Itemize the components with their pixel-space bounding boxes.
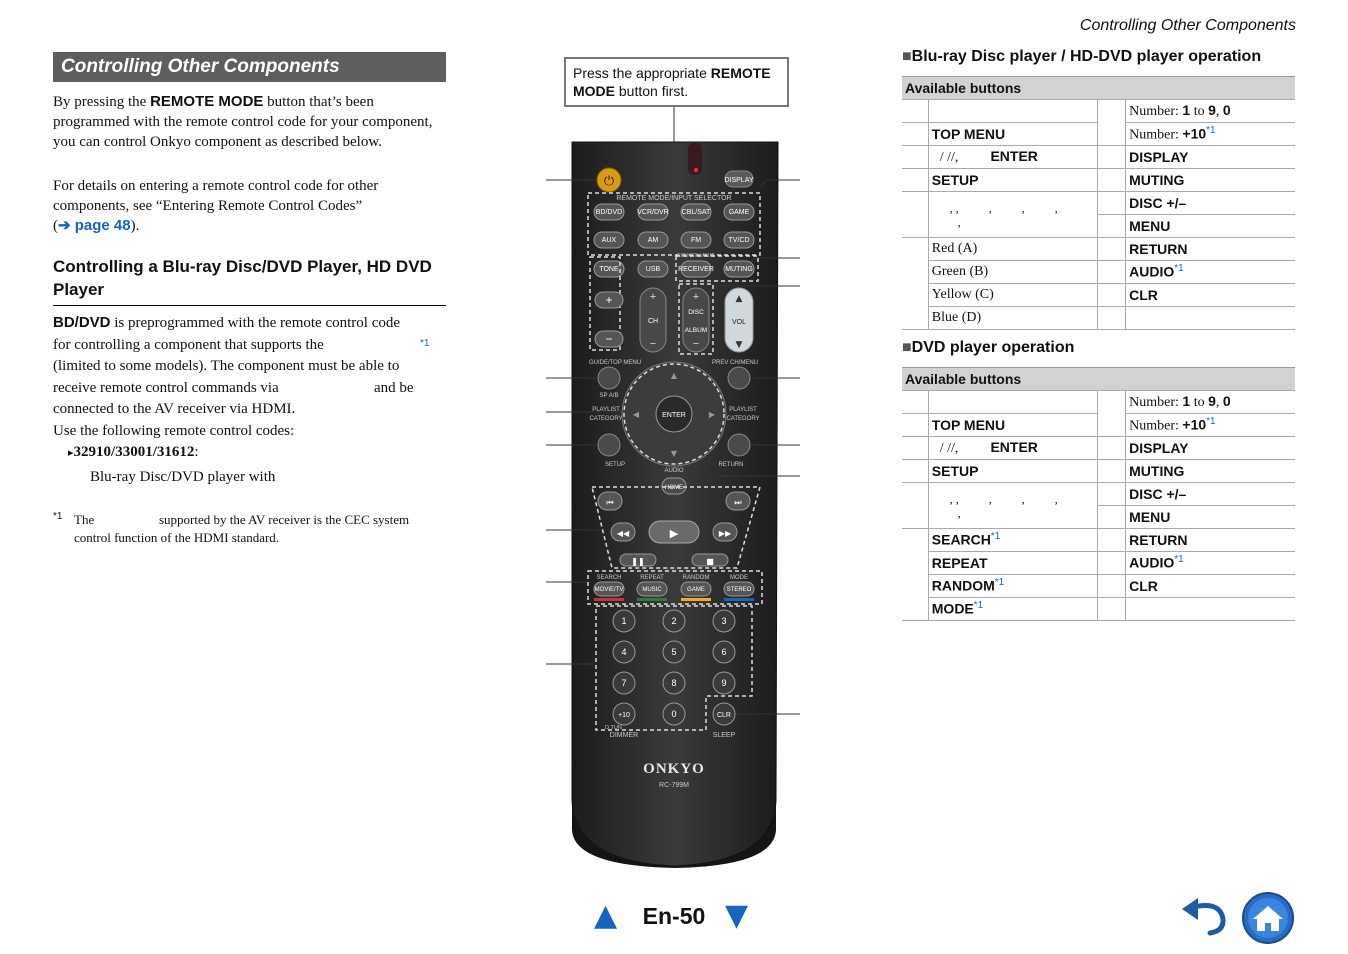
table-cell	[902, 483, 928, 529]
table2-title	[902, 339, 1074, 357]
remote-mode-label: REMOTE MODE/INPUT SELECTOR	[616, 195, 732, 202]
transport-symbols: , , , , ,	[949, 200, 1058, 215]
intro-paragraph-1	[53, 92, 448, 152]
nav-left-icon: ◀	[632, 410, 640, 419]
power-icon: ⏻	[603, 174, 615, 189]
vol-down-icon: ▼	[735, 340, 743, 350]
table-cell	[928, 391, 1098, 414]
intro-text: For details on entering a remote control code for other components, see “Entering Remote Control Codes”	[53, 178, 379, 214]
nav-down-icon: ▼	[670, 449, 678, 458]
table-cell	[1098, 169, 1126, 192]
table-cell	[928, 437, 1098, 460]
table-cell	[1098, 238, 1126, 261]
vol-up-icon: ▲	[735, 294, 743, 304]
pause-icon: ❚❚	[631, 557, 645, 566]
table-cell	[1098, 215, 1126, 238]
callout-box	[564, 57, 789, 107]
top-menu-cell: TOP MENU	[928, 414, 1098, 437]
footnote-ref[interactable]: *1	[1174, 262, 1184, 274]
receiver-label: RECEIVER	[678, 266, 714, 273]
page-48-link[interactable]: ➔ page 48	[58, 217, 131, 234]
tone-plus-label: +	[605, 293, 613, 307]
footnote-ref[interactable]: *1	[1206, 124, 1216, 136]
arrow-bullet-icon: ▸	[68, 447, 74, 459]
enter-text: ENTER	[990, 148, 1038, 164]
table-cell	[1098, 437, 1126, 460]
key-8-label: 8	[671, 678, 677, 688]
plus-10: +10	[1182, 416, 1207, 433]
callout-bold: REMOTE	[710, 65, 771, 81]
table-cell	[1126, 100, 1295, 123]
key-5-label: 5	[671, 647, 677, 657]
prev-ch-menu-label: PREV CH/MENU	[711, 360, 759, 366]
page-number: En-50	[642, 903, 706, 929]
audio-text: AUDIO	[1129, 554, 1175, 571]
dimmer-label: DIMMER	[609, 732, 639, 739]
codes-colon: :	[194, 444, 199, 460]
footnote-text: control function of the HDMI standard.	[74, 530, 280, 545]
number-text: ,	[1215, 104, 1223, 119]
game-mode-label: GAME	[687, 587, 705, 593]
model-label: RC-799M	[659, 782, 689, 789]
key-1-label: 1	[621, 616, 627, 626]
body-line: receive remote control commands via	[53, 379, 279, 396]
repeat-label: REPEAT	[640, 575, 664, 581]
top-menu-cell: TOP MENU	[928, 123, 1098, 146]
setup-label: SETUP	[604, 462, 626, 468]
enter-label: ENTER	[662, 412, 686, 419]
table2-header: Available buttons	[902, 368, 1295, 391]
paren-close: ).	[130, 218, 140, 234]
square-bullet-icon: ■	[902, 48, 912, 65]
table-cell	[1126, 414, 1295, 437]
key-7-label: 7	[621, 678, 627, 688]
guide-top-menu-button	[598, 367, 620, 389]
display-cell: DISPLAY	[1126, 437, 1295, 460]
mode-label: MODE	[730, 575, 748, 581]
clr-cell: CLR	[1126, 284, 1295, 307]
footnote-ref[interactable]: *1	[994, 576, 1005, 588]
aux-label: AUX	[601, 237, 617, 244]
muting-label: MUTING	[725, 266, 753, 273]
transport-symbols-cell	[928, 192, 1098, 238]
table-cell	[1098, 192, 1126, 215]
yellow-button	[681, 598, 711, 601]
bd-dvd-label: BD/DVD	[595, 209, 623, 216]
usb-label: USB	[645, 266, 661, 273]
blue-cell: Blue (D)	[928, 307, 1098, 330]
callout-text: Press the appropriate	[573, 65, 711, 81]
number-text: to	[1190, 104, 1209, 119]
tone-minus-label: −	[605, 332, 613, 346]
table-cell	[1098, 146, 1126, 169]
table-cell	[1126, 598, 1295, 621]
key-0-label: 0	[671, 709, 677, 719]
table-cell	[902, 100, 928, 123]
search-label: SEARCH	[596, 575, 622, 581]
number-0: 0	[1222, 102, 1231, 118]
random-cell	[928, 575, 1098, 598]
table-cell	[902, 391, 928, 414]
clr-label: CLR	[716, 712, 732, 719]
key-plus-10-label: +10	[618, 712, 630, 719]
table-cell	[902, 123, 928, 146]
fm-label: FM	[690, 237, 702, 244]
ch-label: CH	[647, 318, 659, 325]
ch-plus-label: +	[649, 291, 657, 303]
random-label: RANDOM	[682, 575, 710, 581]
album-label: ALBUM	[684, 327, 708, 334]
key-4-label: 4	[621, 647, 627, 657]
dtun-label: D.TUN	[605, 725, 622, 731]
setup-cell: SETUP	[928, 460, 1098, 483]
number-text: to	[1190, 395, 1209, 410]
brand-logo: ONKYO	[643, 761, 705, 777]
return-cell: RETURN	[1126, 529, 1295, 552]
footnote-ref[interactable]: *1	[1206, 415, 1216, 427]
enter-text: ENTER	[990, 439, 1038, 455]
body-line: is preprogrammed with the remote control code	[110, 315, 401, 331]
intro-text: By pressing the	[53, 94, 151, 110]
body-line: and be	[374, 379, 414, 396]
table-cell	[1098, 598, 1126, 621]
return-label: RETURN	[718, 462, 744, 468]
table-cell	[1098, 483, 1126, 506]
footnote-text: The	[74, 512, 95, 527]
table-cell	[1126, 391, 1295, 414]
table-cell	[1098, 391, 1126, 437]
menu-cell: MENU	[1126, 215, 1295, 238]
disc-cell: DISC +/–	[1126, 192, 1295, 215]
vol-label: VOL	[731, 319, 747, 326]
disc-minus-label: −	[692, 338, 700, 350]
section-title: Controlling Other Components	[53, 52, 446, 82]
green-button	[637, 598, 667, 601]
playlist-right-label: PLAYLIST	[729, 407, 757, 413]
audio-cell	[1126, 552, 1295, 575]
remote-control-illustration	[540, 100, 810, 870]
am-label: AM	[647, 237, 659, 244]
table-cell	[1126, 307, 1295, 330]
guide-top-menu-label: GUIDE/TOP MENU	[588, 360, 642, 366]
body-line: connected to the AV receiver via HDMI.	[53, 401, 296, 417]
category-left-label: CATEGORY	[589, 416, 623, 422]
table-cell	[902, 460, 928, 483]
key-2-label: 2	[671, 616, 677, 626]
table-cell	[902, 169, 928, 192]
key-9-label: 9	[721, 678, 727, 688]
next-page-arrow[interactable]: ▼	[725, 898, 749, 933]
number-text: Number:	[1129, 395, 1183, 410]
cbl-sat-label: CBL/SAT	[681, 209, 711, 216]
transport-symbols: ,	[957, 214, 961, 229]
intro-paragraph-2	[53, 176, 448, 236]
disc-plus-label: +	[692, 291, 700, 303]
disc-cell: DISC +/–	[1126, 483, 1295, 506]
rewind-icon: ◀◀	[616, 529, 630, 538]
number-9: 9	[1208, 102, 1216, 118]
audio-text: AUDIO	[1129, 263, 1175, 280]
table2-title-text: DVD player operation	[911, 339, 1075, 356]
red-button	[594, 598, 624, 601]
number-text: Number:	[1129, 104, 1183, 119]
transport-symbols: , , , , ,	[949, 491, 1058, 506]
green-cell: Green (B)	[928, 261, 1098, 284]
menu-cell: MENU	[1126, 506, 1295, 529]
yellow-cell: Yellow (C)	[928, 284, 1098, 307]
bd-dvd-label: BD/DVD	[53, 314, 111, 331]
category-right-label: CATEGORY	[726, 416, 760, 422]
remote-codes: 32910/33001/31612	[73, 444, 195, 460]
home-icon[interactable]	[1241, 891, 1295, 945]
stereo-label: STEREO	[726, 587, 752, 593]
table-cell	[1126, 123, 1295, 146]
codes-description: Blu-ray Disc/DVD player with	[90, 468, 276, 485]
muting-cell: MUTING	[1126, 169, 1295, 192]
table2	[902, 367, 1295, 621]
number-text: Number:	[1129, 418, 1183, 434]
table-cell	[928, 146, 1098, 169]
sleep-label: SLEEP	[712, 732, 736, 739]
body-line: Use the following remote control codes:	[53, 422, 295, 439]
table-cell	[902, 238, 928, 330]
callout-bold: MODE	[573, 83, 615, 99]
movie-tv-label: MOVIE/TV	[594, 587, 624, 593]
tone-label: TONE	[599, 266, 619, 273]
audio-cell	[1126, 261, 1295, 284]
footnote	[53, 511, 448, 547]
transport-symbols-cell	[928, 483, 1098, 529]
playlist-left-label: PLAYLIST	[592, 407, 620, 413]
body-line: (limited to some models). The component must be able to	[53, 358, 400, 374]
table-cell	[1098, 575, 1126, 598]
back-icon[interactable]	[1180, 897, 1230, 937]
table1-title-text: Blu-ray Disc player / HD-DVD player operation	[911, 48, 1262, 65]
square-bullet-icon: ■	[902, 339, 912, 356]
number-1: 1	[1182, 393, 1191, 409]
remote-mode-label: REMOTE MODE	[150, 93, 264, 110]
table-cell	[1098, 100, 1126, 146]
running-header: Controlling Other Components	[1079, 17, 1296, 34]
footnote-mark: *1	[53, 511, 63, 522]
number-0: 0	[1222, 393, 1231, 409]
transport-symbols: ,	[957, 505, 961, 520]
subsection-title: Controlling a Blu-ray Disc/DVD Player, HD DVD Player	[53, 255, 446, 306]
repeat-cell: REPEAT	[928, 552, 1098, 575]
table-cell	[1098, 529, 1126, 552]
footnote-text: supported by the AV receiver is the CEC system	[159, 512, 410, 527]
fast-forward-icon: ▶▶	[718, 529, 732, 538]
footnote-ref[interactable]: *1	[973, 599, 984, 611]
table-cell	[902, 529, 928, 621]
body-line: for controlling a component that supports the	[53, 336, 324, 353]
return-button	[728, 434, 750, 456]
display-cell: DISPLAY	[1126, 146, 1295, 169]
table-cell	[1098, 506, 1126, 529]
footnote-ref[interactable]: *1	[1174, 553, 1184, 565]
prev-ch-menu-button	[728, 367, 750, 389]
display-label: DISPLAY	[724, 177, 754, 184]
callout-text: button first.	[615, 83, 689, 99]
clr-cell: CLR	[1126, 575, 1295, 598]
blue-button	[724, 598, 754, 601]
previous-page-arrow[interactable]: ▲	[594, 898, 618, 933]
disc-label: DISC	[688, 309, 704, 316]
setup-button	[598, 434, 620, 456]
plus-10: +10	[1182, 125, 1207, 142]
game-label: GAME	[728, 209, 750, 216]
table-cell	[1098, 307, 1126, 330]
muting-cell: MUTING	[1126, 460, 1295, 483]
search-cell	[928, 529, 1098, 552]
table1-header: Available buttons	[902, 77, 1295, 100]
red-cell: Red (A)	[928, 238, 1098, 261]
table-cell	[928, 100, 1098, 123]
audio-label: AUDIO	[664, 468, 684, 474]
ch-minus-label: −	[649, 338, 657, 350]
number-text: Number:	[1129, 127, 1183, 143]
sp-ab-label: SP A/B	[599, 393, 619, 399]
skip-forward-icon: ⏭	[734, 498, 742, 507]
setup-cell: SETUP	[928, 169, 1098, 192]
intro-text: button that’s been programmed with the remote control code for your component, you can control Onkyo component as described below.	[53, 94, 433, 150]
table-cell	[902, 414, 928, 437]
key-3-label: 3	[721, 616, 727, 626]
number-9: 9	[1208, 393, 1216, 409]
table-cell	[1098, 460, 1126, 483]
search-text: SEARCH	[931, 531, 991, 548]
arrow-keys-text: / //,	[939, 441, 959, 456]
nav-up-icon: ▲	[670, 371, 678, 380]
vcr-dvr-label: VCR/DVR	[637, 209, 669, 216]
table-cell	[902, 192, 928, 238]
remote-mode-small-label: REMOTE MODE	[677, 253, 715, 259]
table-cell	[902, 437, 928, 460]
paren-open: (	[53, 218, 58, 234]
table1-title	[902, 48, 1261, 66]
table-cell	[1098, 552, 1126, 575]
home-label: HOME	[665, 485, 683, 491]
subsection-body	[53, 312, 448, 488]
random-text: RANDOM	[931, 577, 995, 594]
footnote-ref[interactable]: *1	[420, 337, 430, 349]
mode-text: MODE	[931, 600, 974, 617]
number-text: ,	[1215, 395, 1223, 410]
tv-cd-label: TV/CD	[728, 237, 750, 244]
table-cell	[1098, 261, 1126, 284]
ir-led	[694, 168, 698, 172]
table-cell	[1098, 284, 1126, 307]
play-icon: ▶	[669, 527, 679, 540]
mode-cell	[928, 598, 1098, 621]
arrow-keys-text: / //,	[939, 150, 959, 165]
stop-icon: ■	[706, 557, 714, 566]
table1	[902, 76, 1295, 330]
skip-back-icon: ⏮	[606, 498, 614, 507]
music-label: MUSIC	[642, 587, 662, 593]
key-6-label: 6	[721, 647, 727, 657]
table-cell	[902, 146, 928, 169]
number-1: 1	[1182, 102, 1191, 118]
return-cell: RETURN	[1126, 238, 1295, 261]
nav-right-icon: ▶	[708, 410, 716, 419]
footnote-ref[interactable]: *1	[990, 530, 1001, 542]
